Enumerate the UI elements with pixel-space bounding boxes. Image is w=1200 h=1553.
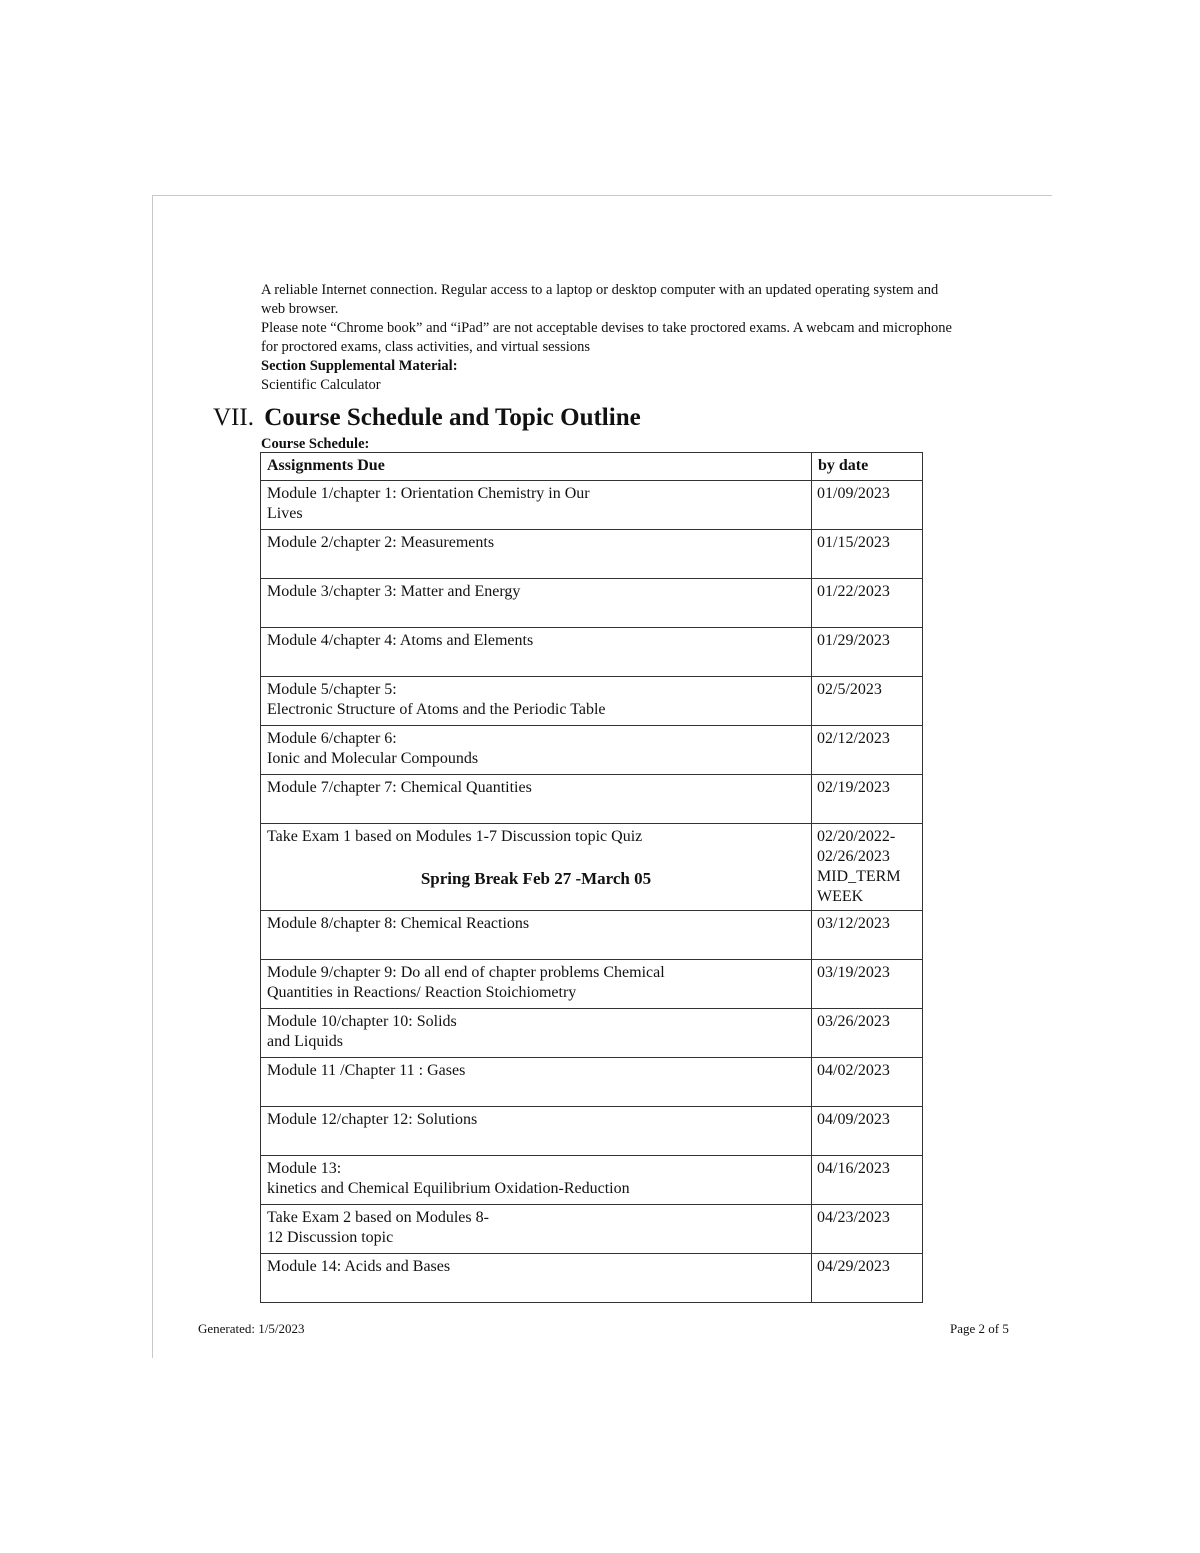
- table-row: [261, 775, 923, 824]
- assignment-text: Take Exam 2 based on Modules 8-: [267, 1209, 489, 1226]
- page-border-left: [152, 195, 153, 1358]
- table-row: [261, 481, 923, 530]
- table-row: [261, 1156, 923, 1205]
- date-cell: [812, 481, 923, 530]
- requirement-internet: A reliable Internet connection. Regular access to a laptop or desktop computer with an updated operating system and web browser.: [261, 282, 939, 317]
- assignment-cell: [261, 726, 812, 775]
- date-cell: [812, 579, 923, 628]
- section-heading: [213, 404, 641, 432]
- page-border-top: [152, 195, 1052, 196]
- section-number: VII.: [213, 404, 254, 431]
- table-row: [261, 530, 923, 579]
- assignment-cell: [261, 579, 812, 628]
- due-date-text: MID_TERM: [817, 868, 901, 885]
- course-schedule-label: Course Schedule:: [261, 436, 370, 452]
- due-date-text: 01/22/2023: [817, 583, 890, 600]
- assignment-text: Module 2/chapter 2: Measurements: [267, 534, 495, 551]
- table-row: [261, 1205, 923, 1254]
- table-row: [261, 960, 923, 1009]
- supplemental-value: Scientific Calculator: [261, 377, 381, 393]
- assignment-text: Module 9/chapter 9: Do all end of chapter problems Chemical: [267, 964, 665, 981]
- requirement-devices-note: Please note “Chrome book” and “iPad” are not acceptable devises to take proctored exams. A webcam and microphone for proctored exams, class activities, and virtual sessions: [261, 320, 952, 355]
- due-date-text: 01/09/2023: [817, 485, 890, 502]
- assignment-cell: [261, 960, 812, 1009]
- due-date-text: 04/23/2023: [817, 1209, 890, 1226]
- due-date-text: 02/26/2023: [817, 848, 890, 865]
- technology-requirements: [261, 281, 961, 395]
- course-schedule-table: [260, 452, 923, 1303]
- due-date-text: 02/20/2022-: [817, 828, 896, 845]
- due-date-text: 02/19/2023: [817, 779, 890, 796]
- date-cell: [812, 1009, 923, 1058]
- table-body: [261, 481, 923, 1303]
- date-cell: [812, 1156, 923, 1205]
- due-date-text: 01/29/2023: [817, 632, 890, 649]
- assignment-cell: [261, 911, 812, 960]
- supplemental-label: Section Supplemental Material:: [261, 358, 458, 374]
- due-date-text: 01/15/2023: [817, 534, 890, 551]
- date-cell: [812, 824, 923, 911]
- assignment-text: Quantities in Reactions/ Reaction Stoichiometry: [267, 984, 577, 1001]
- assignment-text: Module 13:: [267, 1160, 342, 1177]
- assignment-text: Ionic and Molecular Compounds: [267, 750, 479, 767]
- assignment-text: Module 7/chapter 7: Chemical Quantities: [267, 779, 532, 796]
- due-date-text: 03/19/2023: [817, 964, 890, 981]
- table-header-row: [261, 453, 923, 481]
- assignment-cell: [261, 1058, 812, 1107]
- date-cell: [812, 911, 923, 960]
- spring-break-note: Spring Break Feb 27 -March 05: [420, 869, 652, 888]
- assignment-cell: [261, 530, 812, 579]
- date-cell: [812, 677, 923, 726]
- assignment-text: Electronic Structure of Atoms and the Periodic Table: [267, 701, 606, 718]
- table-row: [261, 824, 923, 911]
- assignment-text: 12 Discussion topic: [267, 1229, 394, 1246]
- assignment-text: Module 6/chapter 6:: [267, 730, 397, 747]
- due-date-text: 03/26/2023: [817, 1013, 890, 1030]
- date-cell: [812, 1107, 923, 1156]
- assignment-text: Lives: [267, 505, 303, 522]
- assignment-text: Module 3/chapter 3: Matter and Energy: [267, 583, 521, 600]
- section-title: Course Schedule and Topic Outline: [264, 404, 641, 431]
- assignment-text: Module 11 /Chapter 11 : Gases: [267, 1062, 466, 1079]
- table-row: [261, 1254, 923, 1303]
- date-cell: [812, 726, 923, 775]
- date-cell: [812, 775, 923, 824]
- due-date-text: 03/12/2023: [817, 915, 890, 932]
- assignment-cell: [261, 677, 812, 726]
- table-row: [261, 1058, 923, 1107]
- assignment-cell: [261, 1009, 812, 1058]
- due-date-text: 04/29/2023: [817, 1258, 890, 1275]
- table-row: [261, 579, 923, 628]
- date-cell: [812, 960, 923, 1009]
- footer-generated-date: Generated: 1/5/2023: [198, 1321, 305, 1336]
- header-by-date: by date: [812, 453, 923, 481]
- table-row: [261, 1009, 923, 1058]
- date-cell: [812, 1254, 923, 1303]
- assignment-text: Take Exam 1 based on Modules 1-7 Discussion topic Quiz: [267, 828, 643, 845]
- table-row: [261, 628, 923, 677]
- due-date-text: 04/02/2023: [817, 1062, 890, 1079]
- date-cell: [812, 530, 923, 579]
- table-row: [261, 726, 923, 775]
- assignment-cell: [261, 481, 812, 530]
- due-date-text: 02/12/2023: [817, 730, 890, 747]
- assignment-text: Module 5/chapter 5:: [267, 681, 397, 698]
- assignment-cell: [261, 1254, 812, 1303]
- header-assignments-due: Assignments Due: [261, 453, 812, 481]
- table-row: [261, 1107, 923, 1156]
- date-cell: [812, 628, 923, 677]
- assignment-text: Module 12/chapter 12: Solutions: [267, 1111, 478, 1128]
- assignment-text: Module 4/chapter 4: Atoms and Elements: [267, 632, 534, 649]
- table-row: [261, 911, 923, 960]
- table-row: [261, 677, 923, 726]
- assignment-cell: [261, 1156, 812, 1205]
- assignment-text: Module 8/chapter 8: Chemical Reactions: [267, 915, 530, 932]
- due-date-text: WEEK: [817, 888, 864, 905]
- assignment-cell: [261, 628, 812, 677]
- assignment-cell: [261, 1107, 812, 1156]
- assignment-text: Module 10/chapter 10: Solids: [267, 1013, 457, 1030]
- due-date-text: 02/5/2023: [817, 681, 882, 698]
- assignment-text: kinetics and Chemical Equilibrium Oxidation-Reduction: [267, 1180, 630, 1197]
- assignment-text: Module 1/chapter 1: Orientation Chemistry in Our: [267, 485, 590, 502]
- assignment-cell: [261, 824, 812, 911]
- footer-page-number: Page 2 of 5: [950, 1321, 1009, 1336]
- assignment-cell: [261, 1205, 812, 1254]
- date-cell: [812, 1205, 923, 1254]
- assignment-text: Module 14: Acids and Bases: [267, 1258, 451, 1275]
- assignment-cell: [261, 775, 812, 824]
- due-date-text: 04/09/2023: [817, 1111, 890, 1128]
- assignment-text: and Liquids: [267, 1033, 343, 1050]
- due-date-text: 04/16/2023: [817, 1160, 890, 1177]
- date-cell: [812, 1058, 923, 1107]
